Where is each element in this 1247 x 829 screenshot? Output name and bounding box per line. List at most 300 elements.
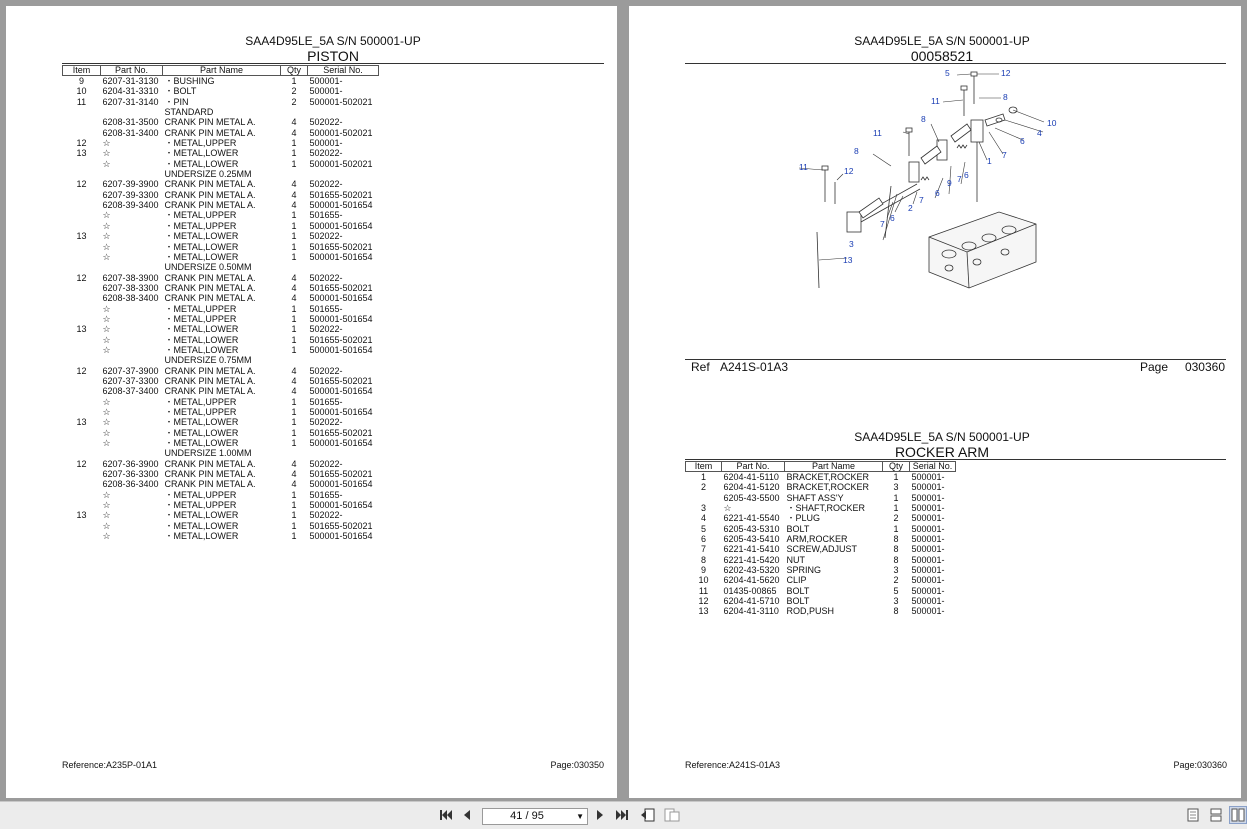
item-cell	[63, 345, 101, 355]
item-cell	[63, 314, 101, 324]
part-no-cell: 6205-43-5410	[723, 534, 780, 545]
go-forward-view-button[interactable]	[663, 806, 681, 824]
right-page-title: SAA4D95LE_5A S/N 500001-UP	[854, 34, 1030, 48]
serial-no-cell: 502022-	[309, 231, 343, 242]
part-no-cell: 6221-41-5420	[723, 554, 780, 565]
part-name-cell: BRACKET,ROCKER	[786, 482, 870, 493]
part-name-cell: SHAFT ASS'Y	[786, 492, 844, 503]
title-rule	[62, 63, 604, 64]
qty-cell: 1	[291, 76, 297, 86]
item-cell: 10	[76, 86, 87, 97]
table-row	[63, 438, 379, 448]
qty-cell: 8	[893, 544, 899, 555]
part-name-cell: ・METAL,LOWER	[164, 158, 239, 169]
table-row	[63, 448, 379, 458]
table-row	[63, 500, 379, 510]
serial-no-cell: 501655-502021	[309, 520, 373, 531]
part-name-cell: ARM,ROCKER	[786, 534, 848, 545]
part-name-cell: CRANK PIN METAL A.	[164, 375, 256, 386]
next-page-button[interactable]	[593, 806, 607, 824]
last-page-button[interactable]	[614, 806, 630, 824]
parts-table-piston	[62, 65, 379, 541]
part-name-cell: BRACKET,ROCKER	[786, 472, 870, 482]
part-name-cell: ・METAL,LOWER	[164, 520, 239, 531]
qty-cell: 1	[291, 500, 297, 511]
qty-cell: 2	[893, 513, 899, 524]
table-row	[63, 117, 379, 127]
single-page-icon	[1187, 808, 1199, 822]
serial-no-cell: 500001-	[309, 76, 343, 86]
item-cell: 12	[76, 272, 87, 283]
table-row	[63, 407, 379, 417]
forward-view-icon	[664, 808, 680, 822]
serial-no-cell: 500001-	[911, 482, 945, 493]
serial-no-cell: 501655-502021	[309, 469, 373, 480]
qty-cell: 1	[291, 313, 297, 324]
item-cell: 13	[76, 417, 87, 428]
table-row	[63, 417, 379, 427]
serial-no-cell: 500001-501654	[309, 220, 373, 231]
ref-label: Ref	[691, 360, 710, 374]
item-cell	[63, 169, 101, 179]
part-name-cell: BOLT	[786, 523, 810, 534]
part-name-cell: ・METAL,UPPER	[164, 313, 237, 324]
item-cell	[63, 304, 101, 314]
part-name-cell: SPRING	[786, 565, 822, 576]
serial-no-cell: 502022-	[309, 365, 343, 376]
serial-no-cell: 502022-	[309, 148, 343, 159]
part-name-cell: BOLT	[786, 585, 810, 596]
qty-cell: 4	[291, 272, 297, 283]
table-row	[63, 273, 379, 283]
qty-cell: 1	[893, 472, 899, 482]
item-cell: 5	[700, 523, 706, 534]
skip-last-icon	[615, 809, 629, 821]
part-no-cell: ☆	[102, 251, 111, 262]
part-no-cell: 6208-31-3500	[102, 117, 159, 128]
table-row	[63, 169, 379, 179]
qty-cell: 8	[893, 606, 899, 617]
table-row	[686, 544, 956, 554]
serial-no-cell: 502022-	[309, 179, 343, 190]
item-cell	[63, 293, 101, 303]
item-cell: 13	[698, 606, 709, 617]
part-name-cell: ・METAL,UPPER	[164, 210, 237, 221]
table-row	[63, 304, 379, 314]
part-no-cell: ☆	[102, 231, 111, 242]
part-no-cell: ☆	[102, 407, 111, 417]
page-number-select[interactable]	[482, 808, 588, 825]
serial-no-cell: 502022-	[309, 324, 343, 335]
callout-8: 8	[921, 114, 926, 124]
callout-4: 4	[1037, 128, 1042, 138]
qty-cell: 2	[291, 86, 297, 97]
qty-cell: 8	[893, 554, 899, 565]
callout-7: 7	[957, 174, 962, 184]
callout-7: 7	[880, 219, 885, 229]
qty-cell: 1	[291, 241, 297, 252]
serial-no-cell: 501655-502021	[309, 334, 373, 345]
table-row	[63, 86, 379, 96]
qty-cell: 1	[291, 417, 297, 428]
serial-no-cell: 500001-501654	[309, 251, 373, 262]
part-no-cell: 6204-41-5620	[723, 575, 780, 586]
part-name-cell: ・METAL,LOWER	[164, 231, 239, 242]
part-no-cell: 6207-39-3300	[102, 189, 159, 200]
triangle-right-icon	[595, 809, 605, 821]
part-no-cell: ☆	[102, 303, 111, 314]
table-row	[63, 252, 379, 262]
item-cell: 13	[76, 148, 87, 159]
qty-cell: 1	[893, 523, 899, 534]
item-cell	[686, 493, 722, 503]
callout-12: 12	[1001, 68, 1011, 78]
single-page-view-button[interactable]	[1185, 806, 1201, 824]
item-cell: 1	[700, 472, 706, 482]
part-name-cell: ・METAL,LOWER	[164, 148, 239, 159]
part-no-cell: ☆	[102, 148, 111, 159]
qty-cell: 4	[291, 179, 297, 190]
part-no-cell: ☆	[102, 438, 111, 449]
table-row	[63, 376, 379, 386]
part-name-cell: CRANK PIN METAL A.	[164, 189, 256, 200]
qty-cell: 1	[291, 210, 297, 221]
item-cell	[63, 397, 101, 407]
part-no-cell: 6208-31-3400	[102, 127, 159, 138]
rocker-table-subtitle: ROCKER ARM	[894, 444, 990, 460]
qty-cell: 1	[291, 158, 297, 169]
table-row	[63, 210, 379, 220]
part-no-cell: 6207-39-3900	[102, 179, 159, 190]
qty-cell: 1	[291, 148, 297, 159]
col-header-item: Item	[686, 462, 722, 472]
part-no-cell: ☆	[102, 220, 111, 231]
serial-no-cell	[308, 448, 379, 458]
serial-no-cell: 502022-	[309, 510, 343, 521]
part-no-cell: 6207-31-3140	[102, 96, 159, 107]
serial-no-cell: 501655-	[309, 396, 343, 407]
table-row	[686, 596, 956, 606]
callout-6: 6	[890, 213, 895, 223]
part-no-cell: 6207-38-3300	[102, 282, 159, 293]
qty-cell: 5	[893, 585, 899, 596]
continuous-pages-icon	[1210, 808, 1222, 822]
item-cell	[63, 355, 101, 365]
item-cell: 12	[76, 138, 87, 149]
part-name-cell: ・METAL,UPPER	[164, 500, 237, 511]
qty-cell: 1	[893, 503, 899, 514]
callout-10: 10	[1047, 118, 1057, 128]
rocker-title-rule	[685, 459, 1226, 460]
part-no-cell	[101, 355, 163, 365]
part-name-cell: ROD,PUSH	[786, 606, 835, 617]
part-no-cell: ☆	[102, 241, 111, 252]
part-name-cell: ・METAL,LOWER	[164, 251, 239, 262]
item-cell	[63, 448, 101, 458]
col-header-serial-no: Serial No.	[308, 66, 379, 76]
item-cell	[63, 376, 101, 386]
part-no-cell: ☆	[102, 531, 111, 542]
table-row	[686, 472, 956, 483]
serial-no-cell: 500001-	[911, 492, 945, 503]
item-cell	[63, 252, 101, 262]
part-no-cell: 6204-31-3310	[102, 86, 159, 97]
serial-no-cell: 501655-502021	[309, 282, 373, 293]
part-name-cell: ・METAL,LOWER	[164, 427, 239, 438]
serial-no-cell: 500001-501654	[309, 479, 373, 490]
qty-cell: 3	[893, 482, 899, 493]
part-name-cell: CRANK PIN METAL A.	[164, 272, 256, 283]
item-cell: 10	[698, 575, 709, 586]
table-row	[686, 586, 956, 596]
table-row	[63, 138, 379, 148]
part-name-cell: UNDERSIZE 0.75MM	[164, 355, 252, 366]
part-no-cell	[101, 169, 163, 179]
item-cell: 6	[700, 534, 706, 545]
qty-cell: 1	[291, 438, 297, 449]
part-no-cell: ☆	[102, 427, 111, 438]
item-cell	[63, 117, 101, 127]
qty-cell: 1	[291, 231, 297, 242]
page-value: 030360	[1184, 360, 1225, 374]
serial-no-cell: 500001-	[911, 606, 945, 617]
item-cell: 12	[76, 179, 87, 190]
serial-no-cell	[308, 262, 379, 272]
table-row	[686, 482, 956, 492]
part-no-cell: 6208-36-3400	[102, 479, 159, 490]
serial-no-cell: 500001-	[911, 585, 945, 596]
part-no-cell: 6208-39-3400	[102, 200, 159, 211]
item-cell	[63, 262, 101, 272]
part-name-cell: CRANK PIN METAL A.	[164, 179, 256, 190]
item-cell: 8	[700, 554, 706, 565]
part-no-cell: ☆	[102, 158, 111, 169]
item-cell	[63, 490, 101, 500]
continuous-view-button[interactable]	[1208, 806, 1224, 824]
part-no-cell	[101, 107, 163, 117]
qty-cell: 1	[893, 492, 899, 503]
qty-cell: 4	[291, 117, 297, 128]
item-cell	[63, 407, 101, 417]
col-header-serial-no: Serial No.	[910, 462, 956, 472]
item-cell: 7	[700, 544, 706, 555]
item-cell: 12	[698, 596, 709, 607]
callout-6: 6	[935, 188, 940, 198]
serial-no-cell: 501655-502021	[309, 375, 373, 386]
serial-no-cell: 502022-	[309, 458, 343, 469]
callout-8: 8	[1003, 92, 1008, 102]
qty-cell: 1	[291, 510, 297, 521]
qty-cell: 2	[291, 96, 297, 107]
qty-cell	[281, 107, 308, 117]
table-row	[63, 242, 379, 252]
first-page-button[interactable]	[438, 806, 454, 824]
item-cell	[63, 107, 101, 117]
table-row	[63, 324, 379, 334]
part-name-cell: ・METAL,LOWER	[164, 531, 239, 542]
part-no-cell	[101, 262, 163, 272]
part-name-cell: ・METAL,LOWER	[164, 510, 239, 521]
part-no-cell: 6221-41-5540	[723, 513, 780, 524]
part-name-cell: CRANK PIN METAL A.	[164, 479, 256, 490]
part-name-cell: ・SHAFT,ROCKER	[786, 503, 866, 514]
part-no-cell: 6207-37-3900	[102, 365, 159, 376]
col-header-qty: Qty	[281, 66, 308, 76]
qty-cell: 4	[291, 293, 297, 304]
callout-11: 11	[931, 96, 940, 106]
serial-no-cell: 500001-501654	[309, 344, 373, 355]
table-row	[63, 479, 379, 489]
part-name-cell: UNDERSIZE 0.25MM	[164, 169, 252, 180]
table-row	[63, 200, 379, 210]
qty-cell: 1	[291, 138, 297, 149]
serial-no-cell: 500001-502021	[309, 127, 373, 138]
callout-6: 6	[1020, 136, 1025, 146]
item-cell: 9	[78, 76, 84, 86]
qty-cell: 4	[291, 189, 297, 200]
table-row	[63, 231, 379, 241]
table-row	[63, 335, 379, 345]
triangle-left-icon	[462, 809, 472, 821]
item-cell	[63, 531, 101, 541]
part-name-cell: ・METAL,UPPER	[164, 220, 237, 231]
qty-cell: 1	[291, 251, 297, 262]
col-header-part-name: Part Name	[785, 462, 883, 472]
qty-cell: 1	[291, 520, 297, 531]
serial-no-cell: 502022-	[309, 272, 343, 283]
item-cell: 11	[698, 585, 709, 596]
qty-cell: 4	[291, 458, 297, 469]
serial-no-cell: 501655-502021	[309, 241, 373, 252]
footer-reference: Reference:A235P-01A1	[62, 760, 158, 770]
table-row	[63, 159, 379, 169]
serial-no-cell: 500001-501654	[309, 386, 373, 397]
previous-page-button[interactable]	[460, 806, 474, 824]
callout-13: 13	[843, 255, 853, 265]
table-row	[63, 262, 379, 272]
item-cell: 13	[76, 510, 87, 521]
qty-cell: 1	[291, 303, 297, 314]
part-name-cell: ・METAL,UPPER	[164, 303, 237, 314]
part-name-cell: ・METAL,LOWER	[164, 344, 239, 355]
table-row	[63, 128, 379, 138]
part-no-cell	[101, 448, 163, 458]
part-no-cell: 6207-38-3900	[102, 272, 159, 283]
serial-no-cell: 500001-	[911, 596, 945, 607]
qty-cell: 4	[291, 200, 297, 211]
part-no-cell: 6207-37-3300	[102, 375, 159, 386]
part-name-cell: ・METAL,UPPER	[164, 407, 237, 417]
item-cell	[63, 210, 101, 220]
part-name-cell: BOLT	[786, 596, 810, 607]
pdf-page-right	[629, 6, 1241, 798]
part-name-cell: CRANK PIN METAL A.	[164, 386, 256, 397]
item-cell	[63, 335, 101, 345]
qty-cell: 3	[893, 565, 899, 576]
table-row	[63, 510, 379, 520]
two-page-view-button[interactable]	[1229, 806, 1247, 824]
qty-cell: 4	[291, 365, 297, 376]
serial-no-cell: 500001-	[911, 544, 945, 555]
item-cell	[63, 128, 101, 138]
serial-no-cell: 500001-501654	[309, 531, 373, 542]
serial-no-cell: 502022-	[309, 417, 343, 428]
serial-no-cell: 500001-	[911, 513, 945, 524]
table-row	[63, 293, 379, 303]
serial-no-cell: 500001-	[911, 534, 945, 545]
part-no-cell: ☆	[102, 500, 111, 511]
serial-no-cell: 500001-501654	[309, 293, 373, 304]
go-back-view-button[interactable]	[639, 806, 657, 824]
part-no-cell: 6204-41-5120	[723, 482, 780, 493]
table-row	[686, 513, 956, 523]
part-name-cell: ・BUSHING	[164, 76, 215, 86]
table-row	[63, 283, 379, 293]
item-cell	[63, 221, 101, 231]
serial-no-cell: 500001-501654	[309, 407, 373, 417]
callout-5: 5	[945, 68, 950, 78]
qty-cell	[281, 448, 308, 458]
table-row	[63, 107, 379, 117]
part-no-cell: ☆	[102, 417, 111, 428]
col-header-qty: Qty	[883, 462, 910, 472]
part-name-cell: CRANK PIN METAL A.	[164, 127, 256, 138]
part-name-cell: CLIP	[786, 575, 807, 586]
qty-cell: 4	[291, 479, 297, 490]
part-no-cell: ☆	[102, 324, 111, 335]
qty-cell: 4	[291, 127, 297, 138]
item-cell: 13	[76, 231, 87, 242]
callout-6: 6	[964, 170, 969, 180]
serial-no-cell: 500001-501654	[309, 200, 373, 211]
table-row	[63, 531, 379, 541]
part-name-cell: CRANK PIN METAL A.	[164, 282, 256, 293]
table-row	[63, 366, 379, 376]
callout-8: 8	[854, 146, 859, 156]
part-no-cell: 01435-00865	[723, 585, 777, 596]
part-no-cell: 6207-36-3300	[102, 469, 159, 480]
table-row	[63, 190, 379, 200]
part-name-cell: ・METAL,UPPER	[164, 396, 237, 407]
qty-cell: 4	[291, 375, 297, 386]
col-header-part-no: Part No.	[722, 462, 785, 472]
table-row	[63, 428, 379, 438]
table-row	[686, 606, 956, 616]
part-name-cell: CRANK PIN METAL A.	[164, 469, 256, 480]
table-row	[63, 76, 379, 87]
part-no-cell: ☆	[723, 503, 732, 514]
item-cell	[63, 283, 101, 293]
serial-no-cell: 502022-	[309, 117, 343, 128]
part-name-cell: ・METAL,UPPER	[164, 489, 237, 500]
qty-cell: 4	[291, 386, 297, 397]
item-cell	[63, 469, 101, 479]
serial-no-cell: 500001-	[911, 554, 945, 565]
table-row	[686, 503, 956, 513]
qty-cell: 1	[291, 324, 297, 335]
part-name-cell: CRANK PIN METAL A.	[164, 117, 256, 128]
left-page-title: SAA4D95LE_5A S/N 500001-UP	[245, 34, 421, 48]
table-row	[63, 469, 379, 479]
item-cell	[63, 479, 101, 489]
qty-cell	[281, 169, 308, 179]
part-name-cell: CRANK PIN METAL A.	[164, 293, 256, 304]
part-no-cell: ☆	[102, 334, 111, 345]
part-no-cell: 6205-43-5310	[723, 523, 780, 534]
item-cell	[63, 428, 101, 438]
col-header-item: Item	[63, 66, 101, 76]
item-cell	[63, 438, 101, 448]
